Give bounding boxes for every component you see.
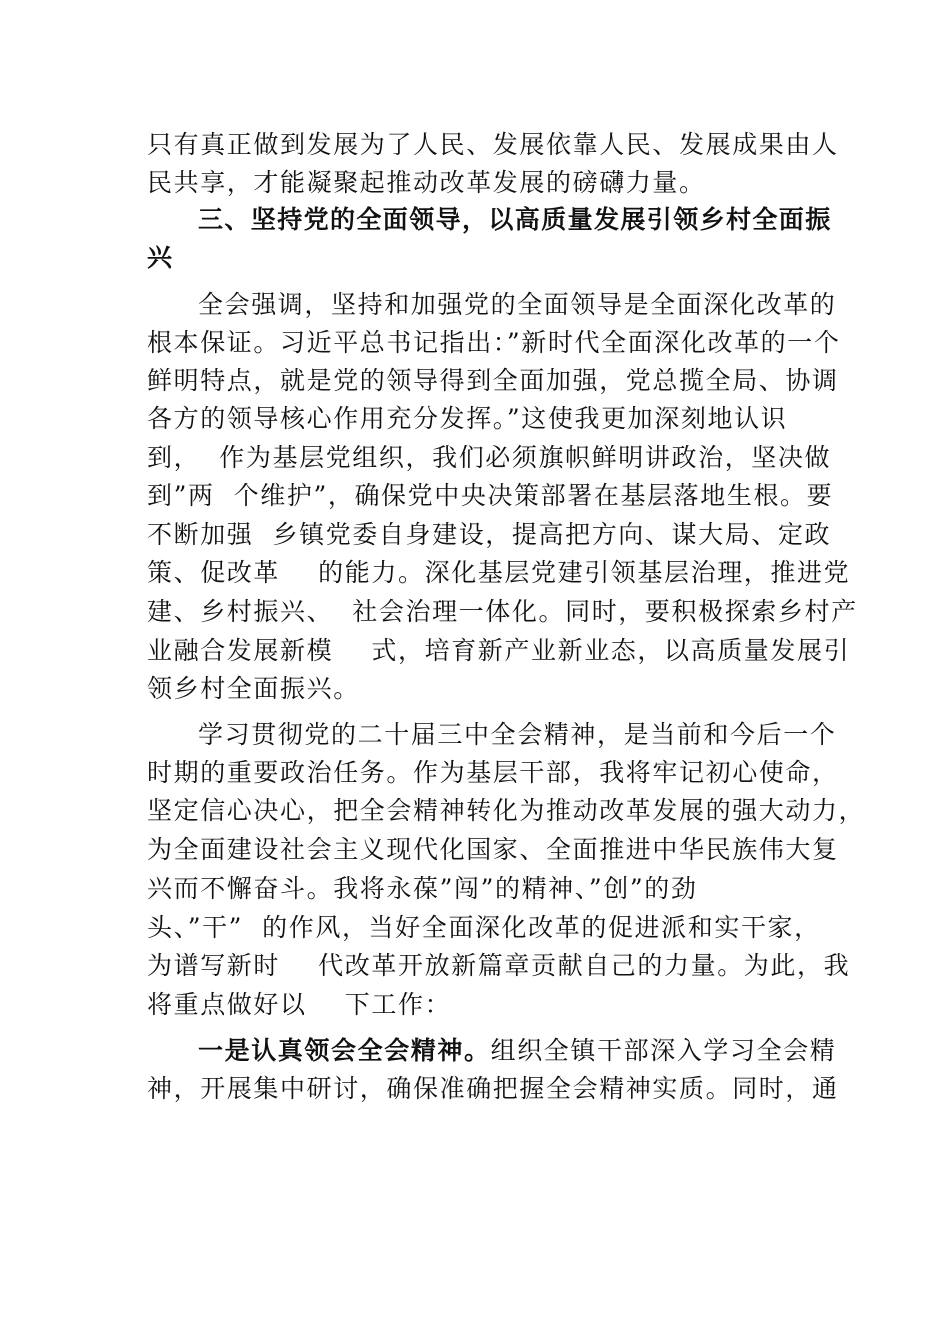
task-one-line-1: [198, 1034, 836, 1068]
study-line-2: 时期的重要政治任务。作为基层干部，我将牢记初心使命，: [147, 758, 839, 787]
study-line-4: 为全面建设社会主义现代化国家、全面推进中华民族伟大复: [147, 835, 839, 864]
section-heading-line-1: 三、坚持党的全面领导，以高质量发展引领乡村全面振: [198, 205, 832, 234]
plenary-line-3: 鲜明特点，就是党的领导得到全面加强，党总揽全局、协调: [147, 366, 839, 395]
study-line-3: 坚定信心决心，把全会精神转化为推动改革发展的强大动力，: [147, 796, 866, 825]
plenary-line-9: 建、乡村振兴、 社会治理一体化。同时，要积极探索乡村产: [147, 597, 858, 626]
plenary-line-2: 根本保证。习近平总书记指出：”新时代全面深化改革的一个: [147, 328, 841, 357]
study-line-7: 为谱写新时 代改革开放新篇章贡献自己的力量。为此，我: [147, 951, 851, 980]
plenary-line-8: 策、促改革 的能力。深化基层党建引领基层治理，推进党: [147, 558, 851, 587]
plenary-line-11: 领乡村全面振兴。: [147, 674, 360, 703]
plenary-line-10: 业融合发展新模 式，培育新产业新业态，以高质量发展引: [147, 636, 851, 665]
task-one-lead: 一是认真领会全会精神。: [198, 1036, 491, 1065]
plenary-line-7: 不断加强 乡镇党委自身建设，提高把方向、谋大局、定政: [147, 520, 832, 549]
plenary-line-6: 到”两 个维护”，确保党中央决策部署在基层落地生根。要: [147, 481, 834, 510]
task-one-line-2: 神，开展集中研讨，确保准确把握全会精神实质。同时，通: [147, 1074, 839, 1103]
intro-line-1: 只有真正做到发展为了人民、发展依靠人民、发展成果由人: [147, 130, 839, 159]
task-one-rest: 组织全镇干部深入学习全会精: [490, 1036, 837, 1065]
plenary-line-5: 到， 作为基层党组织，我们必须旗帜鲜明讲政治，坚决做: [147, 443, 832, 472]
study-line-6: 头、”干” 的作风，当好全面深化改革的促进派和实干家，: [147, 913, 821, 942]
plenary-line-4: 各方的领导核心作用充分发挥。”这使我更加深刻地认识: [147, 404, 788, 433]
section-heading-line-2: 兴: [147, 243, 174, 272]
study-line-8: 将重点做好以 下工作：: [147, 990, 452, 1019]
study-line-5: 兴而不懈奋斗。我将永葆”闯”的精神、”创”的劲: [147, 874, 698, 903]
plenary-line-1: 全会强调，坚持和加强党的全面领导是全面深化改革的: [198, 290, 837, 319]
study-line-1: 学习贯彻党的二十届三中全会精神，是当前和今后一个: [198, 720, 837, 749]
intro-line-2: 民共享，才能凝聚起推动改革发展的磅礴力量。: [147, 168, 706, 197]
